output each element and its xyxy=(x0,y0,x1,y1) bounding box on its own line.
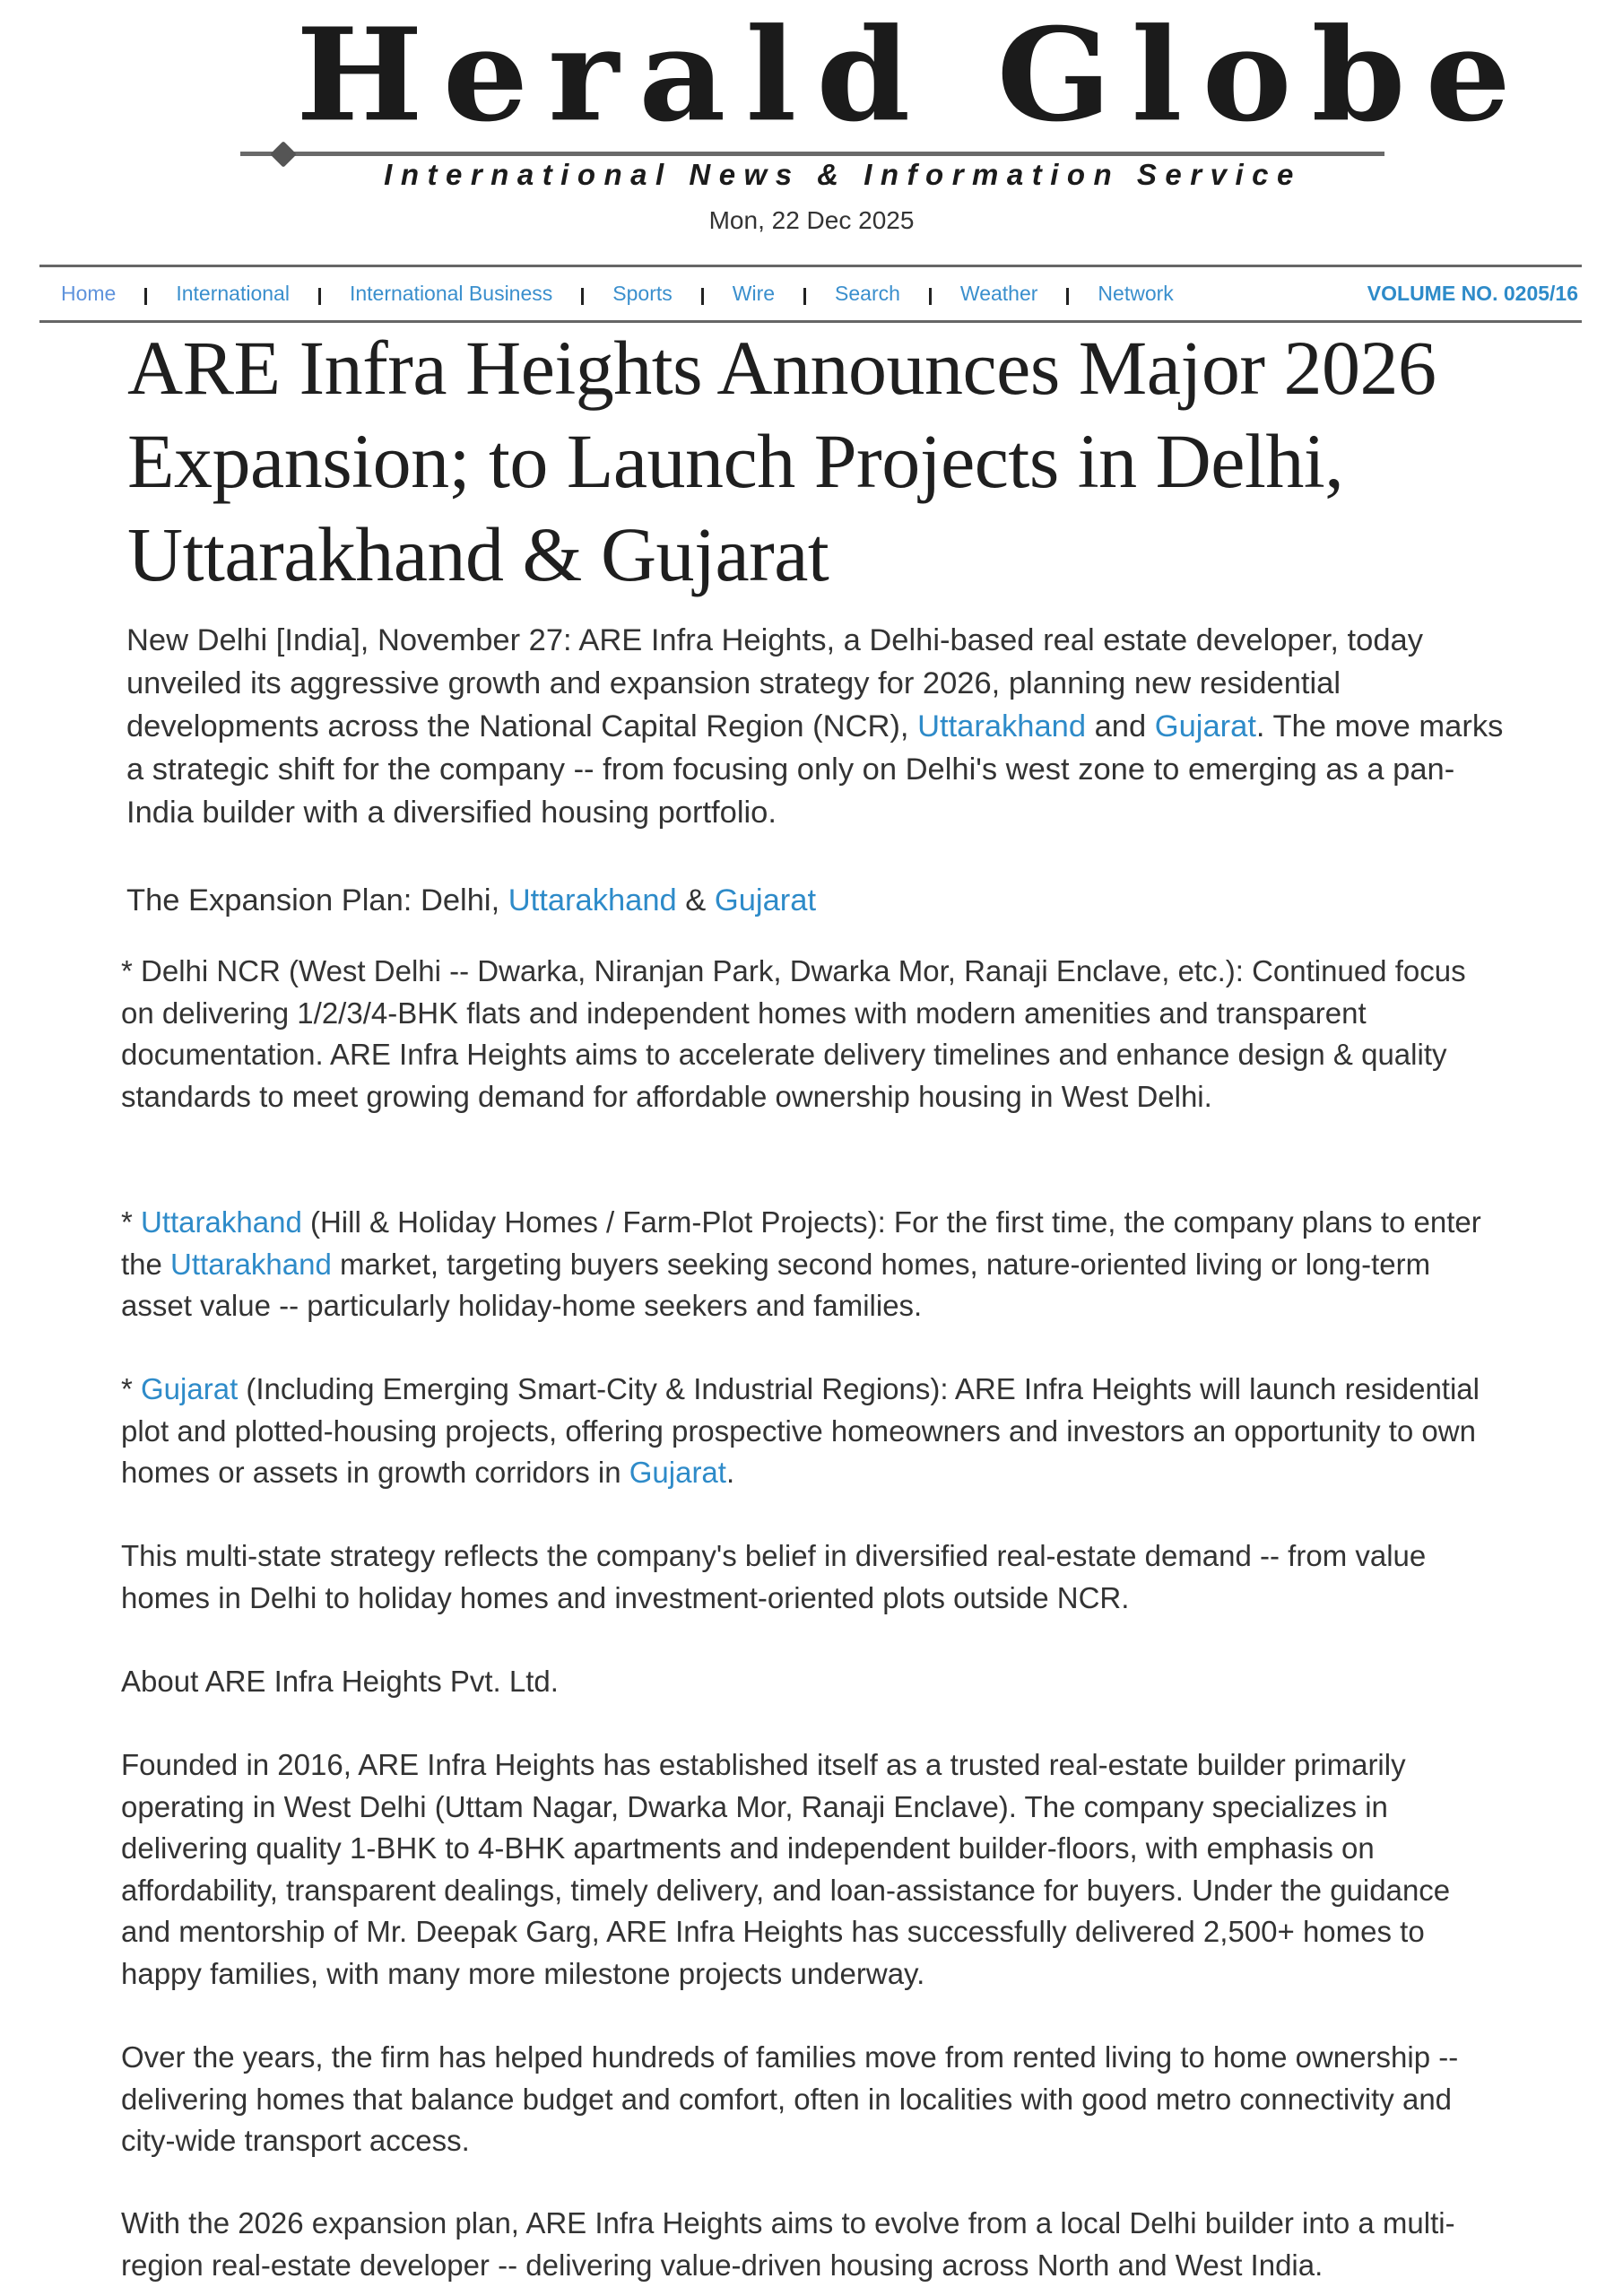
current-date: Mon, 22 Dec 2025 xyxy=(708,206,915,234)
masthead-rule xyxy=(240,152,1384,156)
history-paragraph: Over the years, the firm has helped hundreds of families move from rented living to home ownership -- delivering homes that balance budget and comfort, often in localities with good metro connectivity and city-wide transport access. xyxy=(121,2040,1459,2157)
link-uttarakhand[interactable]: Uttarakhand xyxy=(170,1247,332,1281)
nav-item-search[interactable]: Search xyxy=(835,282,900,305)
link-gujarat[interactable]: Gujarat xyxy=(629,1456,726,1489)
site-tagline: International News & Information Service xyxy=(384,158,1302,191)
nav-item-international[interactable]: International xyxy=(176,282,290,305)
lead-text: . The move marks a strategic shift for the company -- from focusing only on Delhi's west zone to emerging as a pan-India builder with a diversified housing portfolio. xyxy=(126,709,1504,830)
diamond-ornament-icon xyxy=(270,141,297,168)
site-logo[interactable]: Herald Globe xyxy=(296,0,1531,151)
bullet-text: . xyxy=(725,1456,735,1489)
about-paragraph: Founded in 2016, ARE Infra Heights has established itself as a trusted real-estate builder primarily operating in West Delhi (Uttam Nagar, Dwarka Mor, Ranaji Enclave). The company specializes in delivering quality 1-BHK to 4-BHK apartments and independent builder-floors, with emphasis on affordability, transparent dealings, timely delivery, and loan-assistance for buyers. Under the guidance and mentorship of Mr. Deepak Garg, ARE Infra Heights has successfully delivered 2,500+ homes to happy families, with many more milestone projects underway. xyxy=(121,1748,1451,1990)
subhead-text: & xyxy=(676,883,715,918)
nav-item-international-business[interactable]: International Business xyxy=(349,282,553,305)
expansion-plan-subhead xyxy=(126,879,1507,922)
about-heading: About ARE Infra Heights Pvt. Ltd. xyxy=(121,1665,559,1698)
masthead xyxy=(0,0,1623,251)
article-lead-paragraph xyxy=(126,619,1507,834)
lead-text: and xyxy=(1086,709,1155,744)
main-nav xyxy=(39,265,1582,323)
nav-separator xyxy=(701,288,704,305)
nav-separator xyxy=(318,288,321,305)
bullet-text: (Including Emerging Smart-City & Industrial Regions): ARE Infra Heights will launch residential plot and plotted-housing projects, offering prospective homeowners and investors an opportunity to own homes or assets in growth corridors in xyxy=(121,1372,1480,1489)
link-uttarakhand[interactable]: Uttarakhand xyxy=(508,883,677,918)
link-gujarat[interactable]: Gujarat xyxy=(714,883,817,918)
nav-separator xyxy=(581,288,584,305)
bullet-delhi-ncr: * Delhi NCR (West Delhi -- Dwarka, Niranjan Park, Dwarka Mor, Ranaji Enclave, etc.): Continued focus on delivering 1/2/3/4-BHK flats and independent homes with modern amenities and transparent documentation. ARE Infra Heights aims to accelerate delivery timelines and enhance design & quality standards to meet growing demand for affordable ownership housing in West Delhi. xyxy=(121,954,1466,1113)
link-uttarakhand[interactable]: Uttarakhand xyxy=(917,709,1087,744)
strategy-paragraph: This multi-state strategy reflects the company's belief in diversified real-estate demand -- from value homes in Delhi to holiday homes and investment-oriented plots outside NCR. xyxy=(121,1539,1427,1614)
nav-separator xyxy=(144,288,147,305)
bullet-gujarat xyxy=(121,1369,1502,1494)
nav-separator xyxy=(1066,288,1069,305)
nav-item-network[interactable]: Network xyxy=(1098,282,1174,305)
bullet-uttarakhand xyxy=(121,1202,1502,1327)
volume-number: VOLUME NO. 0205/16 xyxy=(1367,282,1578,305)
closing-paragraph: With the 2026 expansion plan, ARE Infra Heights aims to evolve from a local Delhi builder into a multi-region real-estate developer -- delivering value-driven housing across North and West India. xyxy=(121,2206,1455,2282)
link-uttarakhand[interactable]: Uttarakhand xyxy=(141,1205,302,1239)
bullet-marker: * xyxy=(121,1205,142,1239)
nav-item-wire[interactable]: Wire xyxy=(732,282,776,305)
nav-separator xyxy=(803,288,806,305)
article-headline: ARE Infra Heights Announces Major 2026 Expansion; to Launch Projects in Delhi, Uttarakhand & Gujarat xyxy=(127,325,1436,597)
lead-text: New Delhi [India], November 27: ARE Infra Heights, a Delhi-based real estate developer, today unveiled its aggressive growth and expansion strategy for 2026, planning new residential developments across the National Capital Region (NCR), xyxy=(126,623,1423,744)
bullet-marker: * xyxy=(121,1372,142,1405)
link-gujarat[interactable]: Gujarat xyxy=(141,1372,239,1405)
nav-item-sports[interactable]: Sports xyxy=(612,282,673,305)
nav-item-weather[interactable]: Weather xyxy=(959,282,1038,305)
nav-item-home[interactable]: Home xyxy=(61,282,117,305)
link-gujarat[interactable]: Gujarat xyxy=(1154,709,1256,744)
subhead-text: The Expansion Plan: Delhi, xyxy=(126,883,508,918)
bullet-text: market, targeting buyers seeking second homes, nature-oriented living or long-term asset value -- particularly holiday-home seekers and families. xyxy=(121,1247,1431,1322)
nav-items xyxy=(61,267,1174,320)
nav-separator xyxy=(929,288,932,305)
bullet-text: (Hill & Holiday Homes / Farm-Plot Projects): For the first time, the company plans to enter the xyxy=(121,1205,1481,1281)
